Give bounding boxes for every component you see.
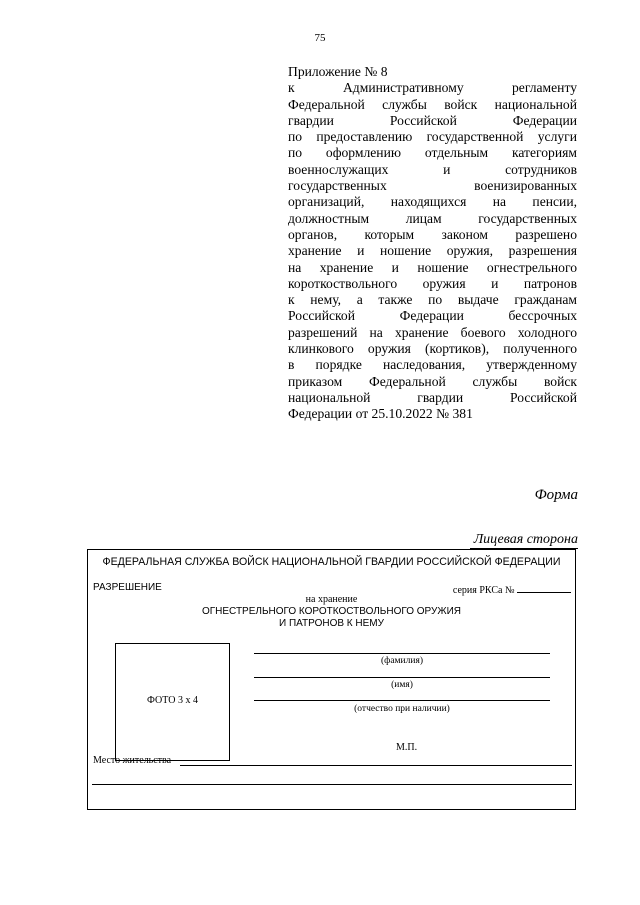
patronymic-caption: (отчество при наличии) xyxy=(354,704,450,714)
photo-box xyxy=(115,643,230,761)
appendix-line: государственных военизированных xyxy=(288,178,577,194)
appendix-line: приказом Федеральной службы войск xyxy=(288,373,577,389)
appendix-block xyxy=(288,64,577,423)
appendix-line: разрешений на хранение боевого холодного xyxy=(288,324,577,340)
appendix-line: по оформлению отдельным категориям xyxy=(288,145,577,161)
storage-line: на хранение xyxy=(305,594,358,605)
appendix-line: Российской Федерации бессрочных xyxy=(288,308,577,324)
appendix-line: органов, которым законом разрешено xyxy=(288,226,577,242)
appendix-title: Приложение № 8 xyxy=(288,64,388,79)
series-blank[interactable] xyxy=(517,582,571,593)
appendix-line: гвардии Российской Федерации xyxy=(288,112,577,128)
residence-field-line-2[interactable] xyxy=(92,784,572,785)
form-label: Форма xyxy=(534,487,578,503)
residence-field[interactable] xyxy=(180,765,572,766)
side-label: Лицевая сторона xyxy=(473,532,578,547)
appendix-line: на хранение и ношение огнестрельного xyxy=(288,259,577,275)
appendix-line: клинкового оружия (кортиков), полученного xyxy=(288,341,577,357)
surname-field[interactable] xyxy=(254,653,550,654)
appendix-line: национальной гвардии Российской xyxy=(288,389,577,405)
appendix-line: военнослужащих и сотрудников xyxy=(288,161,577,177)
appendix-line: короткоствольного оружия и патронов xyxy=(288,275,577,291)
stamp-placeholder: М.П. xyxy=(396,742,418,753)
residence-label: Место жительства xyxy=(93,755,172,766)
permit-heading: РАЗРЕШЕНИЕ xyxy=(93,582,162,593)
card-title: ФЕДЕРАЛЬНАЯ СЛУЖБА ВОЙСК НАЦИОНАЛЬНОЙ ГВАРДИИ РОССИЙСКОЙ ФЕДЕРАЦИИ xyxy=(102,556,561,568)
weapon-line-2: И ПАТРОНОВ К НЕМУ xyxy=(278,618,384,629)
name-caption: (имя) xyxy=(391,680,413,690)
appendix-line: хранение и ношение оружия, разрешения xyxy=(288,243,577,259)
appendix-line: в порядке наследования, утвержденному xyxy=(288,357,577,373)
appendix-line: к нему, а также по выдаче гражданам xyxy=(288,292,577,308)
name-field[interactable] xyxy=(254,677,550,678)
appendix-line: организаций, находящихся на пенсии, xyxy=(288,194,577,210)
appendix-line: должностным лицам государственных xyxy=(288,210,577,226)
appendix-line: Федерации от 25.10.2022 № 381 xyxy=(288,406,473,422)
permit-card xyxy=(87,549,576,810)
patronymic-field[interactable] xyxy=(254,700,550,701)
page-number: 75 xyxy=(314,32,326,44)
appendix-line: по предоставлению государственной услуги xyxy=(288,129,577,145)
photo-label: ФОТО 3 х 4 xyxy=(147,695,198,706)
weapon-line-1: ОГНЕСТРЕЛЬНОГО КОРОТКОСТВОЛЬНОГО ОРУЖИЯ xyxy=(201,606,462,617)
appendix-line: к Административному регламенту xyxy=(288,80,577,96)
surname-caption: (фамилия) xyxy=(381,656,423,666)
appendix-line: Федеральной службы войск национальной xyxy=(288,96,577,112)
series-label: серия РКСа № xyxy=(452,585,515,596)
